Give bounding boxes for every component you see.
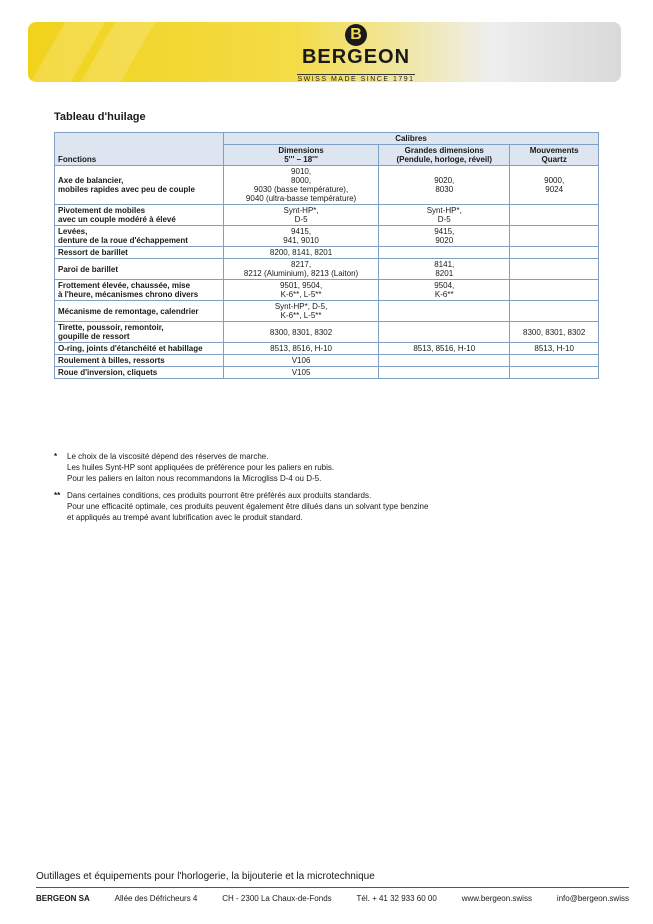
oiling-table: [54, 132, 599, 379]
quartz-cell: [510, 280, 599, 301]
grandes-dimensions-cell: 8513, 8516, H-10: [379, 343, 510, 355]
fonction-cell: Roulement à billes, ressorts: [55, 355, 224, 367]
table-row: [55, 343, 599, 355]
fonction-cell: Pivotement de mobiles avec un couple modéré à élevé: [55, 205, 224, 226]
quartz-cell: [510, 355, 599, 367]
footer-contact: [36, 894, 629, 903]
footer-phone: Tél. + 41 32 933 60 00: [356, 894, 437, 903]
grandes-dimensions-cell: 9504, K-6**: [379, 280, 510, 301]
grandes-dimensions-cell: 9415, 9020: [379, 226, 510, 247]
quartz-cell: [510, 301, 599, 322]
footer-divider: [36, 887, 629, 888]
dimensions-cell: V105: [224, 367, 379, 379]
table-row: [55, 322, 599, 343]
page-title: Tableau d'huilage: [54, 111, 146, 123]
dimensions-cell: Synt-HP*, D-5, K-6**, L-5**: [224, 301, 379, 322]
grandes-dimensions-cell: Synt-HP*, D-5: [379, 205, 510, 226]
table-row: [55, 367, 599, 379]
footnotes: [54, 451, 428, 529]
table-row: [55, 280, 599, 301]
fonction-cell: Frottement élevée, chaussée, mise à l'heure, mécanismes chrono divers: [55, 280, 224, 301]
quartz-cell: 9000, 9024: [510, 166, 599, 205]
table-row: [55, 226, 599, 247]
dimensions-cell: 8200, 8141, 8201: [224, 247, 379, 259]
footer-city: CH - 2300 La Chaux-de-Fonds: [222, 894, 332, 903]
brand-name: BERGEON: [301, 46, 411, 68]
footer-address: Allée des Défricheurs 4: [114, 894, 198, 903]
fonction-cell: Ressort de barillet: [55, 247, 224, 259]
quartz-cell: [510, 226, 599, 247]
table-row: [55, 259, 599, 280]
header-banner: [28, 22, 621, 82]
dimensions-cell: 9010, 8000, 9030 (basse température), 9040 (ultra-basse température): [224, 166, 379, 205]
quartz-cell: [510, 259, 599, 280]
grandes-dimensions-cell: [379, 322, 510, 343]
footnote-1: * Le choix de la viscosité dépend des réserves de marche. Les huiles Synt-HP sont appliquées de préférence pour les paliers en rubis. Pour les paliers en laiton nous recommandons la Microgliss D-4 ou D-5.: [54, 452, 335, 483]
bergeon-logo: [266, 24, 446, 82]
grandes-dimensions-cell: [379, 355, 510, 367]
fonction-cell: Levées, denture de la roue d'échappement: [55, 226, 224, 247]
footer-website-link[interactable]: www.bergeon.swiss: [461, 894, 532, 903]
table-row: [55, 355, 599, 367]
grandes-dimensions-cell: [379, 301, 510, 322]
dimensions-cell: 8217, 8212 (Aluminium), 8213 (Laiton): [224, 259, 379, 280]
brand-tagline: SWISS MADE SINCE 1791: [297, 76, 415, 82]
fonction-cell: Axe de balancier, mobiles rapides avec peu de couple: [55, 166, 224, 205]
dimensions-cell: Synt-HP*, D-5: [224, 205, 379, 226]
fonction-cell: Tirette, poussoir, remontoir, goupille de ressort: [55, 322, 224, 343]
dimensions-cell: 8513, 8516, H-10: [224, 343, 379, 355]
grandes-dimensions-cell: 9020, 8030: [379, 166, 510, 205]
header-calibres: Calibres: [224, 133, 599, 145]
footnote-2: ** Dans certaines conditions, ces produits pourront être préférés aux produits standards. Pour une efficacité optimale, ces produits peuvent également être dilués dans un solvant type benzine et appliqués au trempé avant lubrification avec le produit standard.: [54, 491, 429, 522]
quartz-cell: [510, 367, 599, 379]
table-row: [55, 166, 599, 205]
logo-mark-icon: B: [345, 24, 367, 46]
fonction-cell: Roue d'inversion, cliquets: [55, 367, 224, 379]
dimensions-cell: 9415, 941, 9010: [224, 226, 379, 247]
dimensions-cell: V106: [224, 355, 379, 367]
header-quartz: Mouvements Quartz: [510, 145, 599, 166]
fonction-cell: Paroi de barillet: [55, 259, 224, 280]
footer-tagline: Outillages et équipements pour l'horlogerie, la bijouterie et la microtechnique: [36, 871, 375, 882]
table-row: [55, 247, 599, 259]
grandes-dimensions-cell: [379, 367, 510, 379]
header-dimensions: Dimensions 5''' – 18''': [224, 145, 379, 166]
table-row: [55, 301, 599, 322]
fonction-cell: O-ring, joints d'étanchéité et habillage: [55, 343, 224, 355]
quartz-cell: 8300, 8301, 8302: [510, 322, 599, 343]
dimensions-cell: 9501, 9504, K-6**, L-5**: [224, 280, 379, 301]
footer-email-link[interactable]: info@bergeon.swiss: [556, 894, 629, 903]
fonction-cell: Mécanisme de remontage, calendrier: [55, 301, 224, 322]
grandes-dimensions-cell: [379, 247, 510, 259]
header-fonctions: Fonctions: [55, 133, 224, 166]
quartz-cell: 8513, H-10: [510, 343, 599, 355]
quartz-cell: [510, 247, 599, 259]
grandes-dimensions-cell: 8141, 8201: [379, 259, 510, 280]
footer-company: BERGEON SA: [36, 894, 90, 903]
dimensions-cell: 8300, 8301, 8302: [224, 322, 379, 343]
table-row: [55, 205, 599, 226]
header-grandes-dimensions: Grandes dimensions (Pendule, horloge, réveil): [379, 145, 510, 166]
quartz-cell: [510, 205, 599, 226]
